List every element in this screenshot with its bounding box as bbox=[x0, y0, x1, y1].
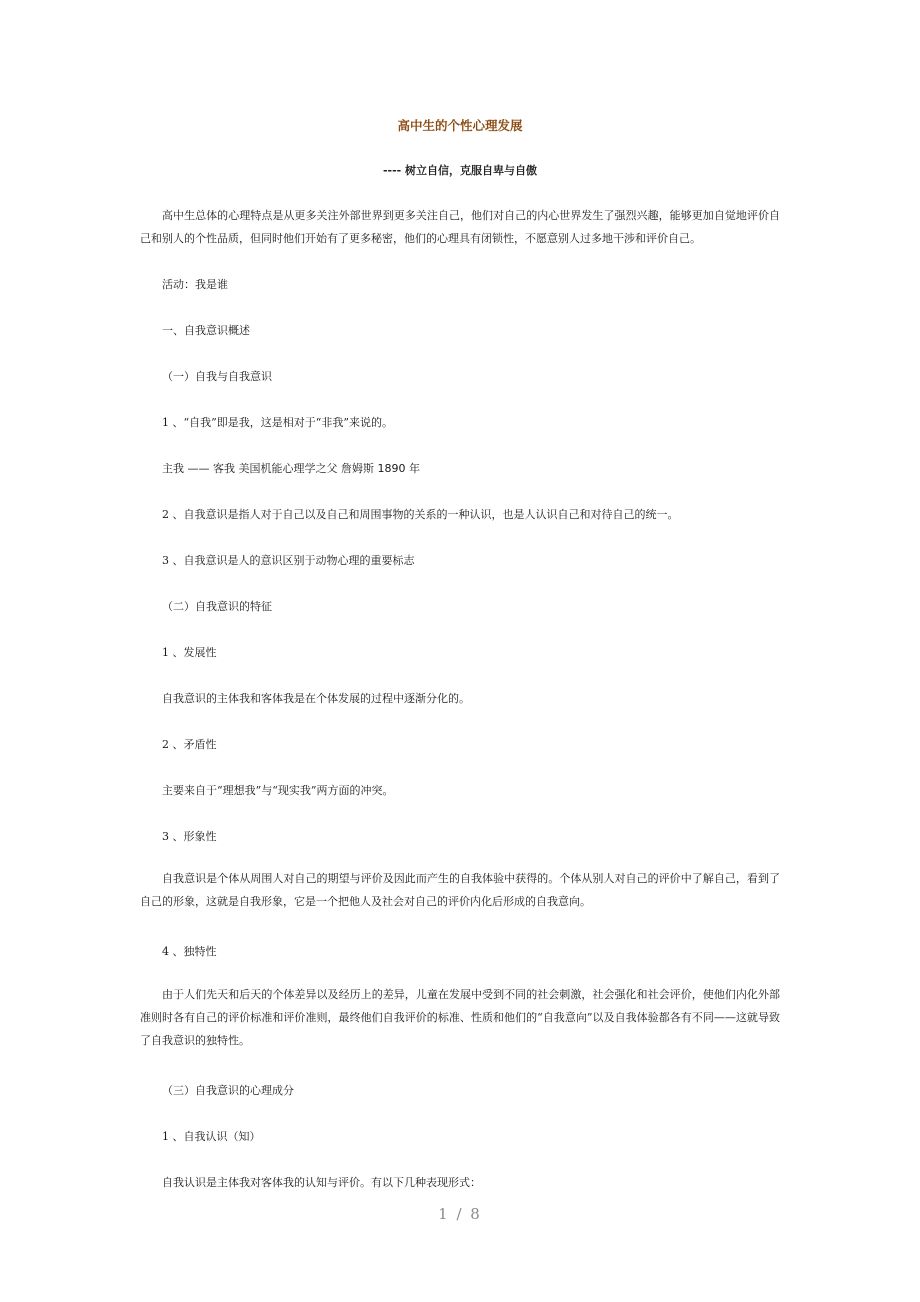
feature-text-3: 自我意识是个体从周围人对自己的期望与评价及因此而产生的自我体验中获得的。个体从别人对自己的评价中了解自己，看到了自己的形象，这就是自我形象，它是一个把他人及社会对自己的评价内化后形成的自我意向。 bbox=[140, 872, 780, 908]
section-heading-1: 一、自我意识概述 bbox=[162, 324, 250, 337]
feature-heading-2: 2 、矛盾性 bbox=[162, 738, 217, 751]
subsection-heading-1: （一）自我与自我意识 bbox=[162, 370, 272, 383]
page-indicator: 1 / 8 bbox=[438, 1205, 482, 1223]
paragraph-james: 主我 —— 客我 美国机能心理学之父 詹姆斯 1890 年 bbox=[162, 462, 420, 475]
paragraph-intro: 高中生总体的心理特点是从更多关注外部世界到更多关注自己，他们对自己的内心世界发生了强烈兴趣，能够更加自觉地评价自己和别人的个性品质，但同时他们开始有了更多秘密，他们的心理具有闭锁性，不愿意别人过多地干涉和评价自己。 bbox=[140, 209, 780, 245]
document-subtitle: ---- 树立自信，克服自卑与自傲 bbox=[382, 164, 538, 177]
list-item-2: 2 、自我意识是指人对于自己以及自己和周围事物的关系的一种认识，也是人认识自己和对待自己的统一。 bbox=[162, 508, 679, 521]
feature-heading-4: 4 、独特性 bbox=[162, 945, 217, 958]
component-text-1: 自我认识是主体我对客体我的认知与评价。有以下几种表现形式： bbox=[162, 1176, 481, 1189]
subsection-heading-3: （三）自我意识的心理成分 bbox=[162, 1084, 294, 1097]
list-item-1: 1 、“自我”即是我，这是相对于“非我”来说的。 bbox=[162, 416, 393, 429]
list-item-3: 3 、自我意识是人的意识区别于动物心理的重要标志 bbox=[162, 554, 415, 567]
subsection-heading-2: （二）自我意识的特征 bbox=[162, 600, 272, 613]
feature-text-2: 主要来自于“理想我”与“现实我”两方面的冲突。 bbox=[162, 784, 394, 797]
feature-heading-3: 3 、形象性 bbox=[162, 830, 217, 843]
feature-text-1: 自我意识的主体我和客体我是在个体发展的过程中逐渐分化的。 bbox=[162, 692, 470, 705]
component-heading-1: 1 、自我认识（知） bbox=[162, 1130, 261, 1143]
feature-heading-1: 1 、发展性 bbox=[162, 646, 217, 659]
paragraph-activity: 活动：我是谁 bbox=[162, 278, 228, 291]
feature-text-4: 由于人们先天和后天的个体差异以及经历上的差异，儿童在发展中受到不同的社会刺激，社会强化和社会评价，使他们内化外部准则时各有自己的评价标准和评价准则，最终他们自我评价的标准、性质和他们的“自我意向”以及自我体验都各有不同——这就导致了自我意识的独特性。 bbox=[140, 988, 780, 1047]
document-title: 高中生的个性心理发展 bbox=[397, 118, 523, 133]
document-page bbox=[140, 0, 780, 1302]
